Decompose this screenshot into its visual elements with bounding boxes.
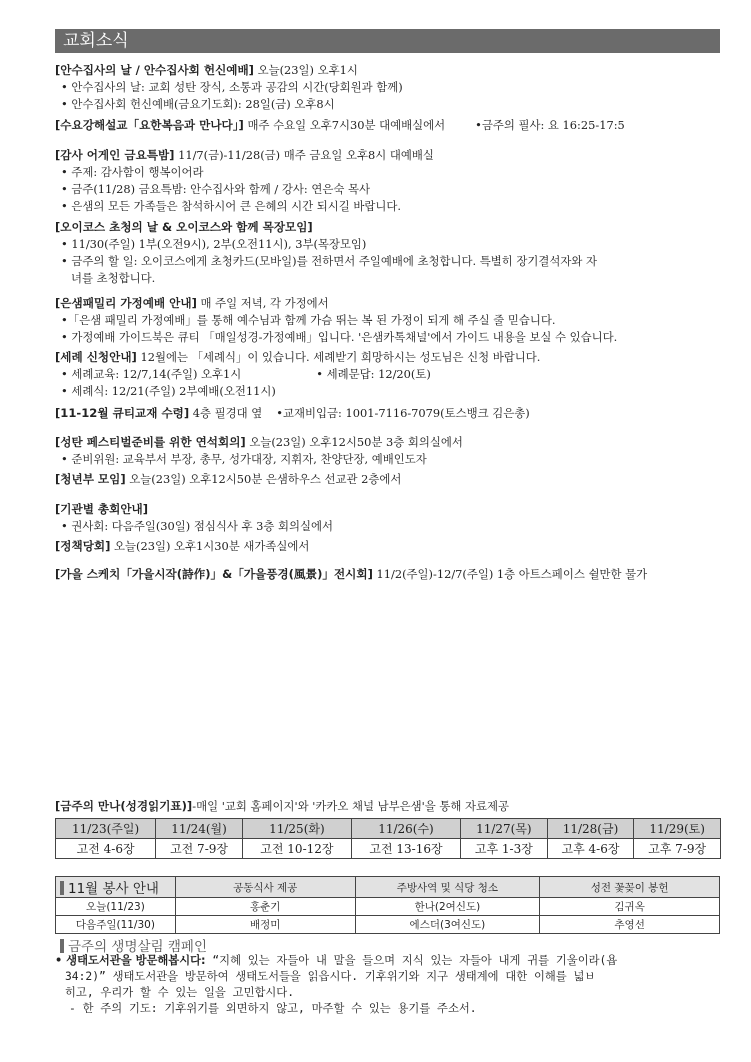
campaign-text: 히고, 우리가 할 수 있는 일을 고민합시다. (65, 986, 295, 999)
notice-extra: •교재비입금: 1001-7116-7079(토스뱅크 김은총) (276, 406, 530, 420)
table-row (56, 898, 720, 916)
notice-deacon-day (55, 62, 725, 113)
bible-reading-table (55, 818, 721, 859)
notice-when: 매주 수요일 오후7시30분 대예배실에서 (243, 118, 446, 132)
notice-title: [청년부 모임] (55, 472, 126, 486)
notice-title: [감사 어게인 금요특밤] (55, 148, 175, 162)
notice-bullet: • 세례식: 12/21(주일) 2부예배(오전11시) (61, 384, 276, 398)
campaign-lead: • 생태도서관을 방문해봅시다: (55, 954, 206, 967)
table-cell: 11/23(주일) (56, 819, 156, 839)
notice-bullet: • 11/30(주일) 1부(오전9시), 2부(오전11시), 3부(목장모임) (61, 237, 367, 251)
table-header: 공동식사 제공 (175, 877, 355, 898)
table-cell: 배정미 (175, 916, 355, 934)
notice-title: [세례 신청안내] (55, 350, 137, 364)
table-cell: 고후 4-6장 (547, 839, 634, 859)
table-cell: 고전 4-6장 (56, 839, 156, 859)
table-cell: 다음주일(11/30) (56, 916, 176, 934)
table-cell: 추영선 (540, 916, 720, 934)
campaign-prayer: - 한 주의 기도: 기후위기를 외면하지 않고, 마주할 수 있는 용기를 주소서. (69, 1002, 477, 1015)
notice-youth-meeting (55, 471, 725, 488)
notice-title: [11-12월 큐티교재 수령] (55, 406, 190, 420)
notice-when: 11/2(주일)-12/7(주일) 1층 아트스페이스 쉴만한 물가 (372, 567, 648, 581)
bible-reading-title: [금주의 만나(성경읽기표)] (55, 799, 193, 813)
notice-title: [오이코스 초청의 날 & 오이코스와 함께 목장모임] (55, 220, 313, 234)
notice-when: 12월에는 「세례식」이 있습니다. 세례받기 희망하시는 성도님은 신청 바랍니다. (136, 350, 541, 364)
notice-when: 오늘(23일) 오후12시50분 은샘하우스 선교관 2층에서 (125, 472, 402, 486)
notice-title: [수요강해설교「요한복음과 만나다」] (55, 118, 244, 132)
table-cell: 오늘(11/23) (56, 898, 176, 916)
notice-bullet: •「은샘 패밀리 가정예배」를 통해 예수님과 함께 가슴 뛰는 복 된 가정이 되게 해 주실 줄 믿습니다. (61, 313, 556, 327)
campaign-text: “지혜 있는 자들아 내 말을 들으며 지식 있는 자들아 내게 귀를 기울이라(욥 (205, 954, 618, 967)
service-caption (56, 877, 176, 898)
table-cell: 에스더(3여신도) (355, 916, 540, 934)
table-row (56, 877, 720, 898)
table-cell: 고후 7-9장 (634, 839, 721, 859)
notice-wednesday-sermon (55, 117, 725, 134)
table-cell: 11/27(목) (461, 819, 548, 839)
bible-reading-desc: -매일 '교회 홈페이지'와 '카카오 채널 남부은샘'을 통해 자료제공 (192, 799, 510, 813)
section-header: 교회소식 (55, 29, 720, 53)
notice-qt-books (55, 405, 725, 422)
table-cell: 김귀옥 (540, 898, 720, 916)
notice-family-worship (55, 295, 725, 346)
notice-title: [정책당회] (55, 539, 111, 553)
notice-title: [안수집사의 날 / 안수집사회 헌신예배] (55, 63, 254, 77)
notice-bullet: • 안수집사회 헌신예배(금요기도회): 28일(금) 오후8시 (61, 97, 335, 111)
bible-reading-heading (55, 798, 725, 815)
campaign-text: 34:2)” 생태도서관을 방문하여 생태도서들을 읽읍시다. 기후위기와 지구 생태계에 대한 이해를 넓ㅂ (65, 970, 596, 983)
service-schedule-table (55, 876, 720, 934)
notice-bullet: • 권사회: 다음주일(30일) 점심식사 후 3층 회의실에서 (61, 519, 333, 533)
notice-autumn-exhibit (55, 566, 725, 583)
service-caption-text: 11월 봉사 안내 (68, 881, 159, 897)
campaign-heading (60, 935, 720, 955)
notice-title: [기관별 총회안내] (55, 502, 149, 516)
table-cell: 고전 10-12장 (242, 839, 351, 859)
notice-bullet: • 세례교육: 12/7,14(주일) 오후1시 (61, 367, 242, 381)
section-bar-icon (60, 939, 64, 953)
notice-bullet: • 가정예배 가이드북은 큐티 「매일성경-가정예배」입니다. '은샘카톡채널'에서 가이드 내용을 보실 수 있습니다. (61, 330, 618, 344)
notice-when: 4층 필경대 옆 (189, 406, 263, 420)
notice-when: 매 주일 저녁, 각 가정에서 (196, 296, 329, 310)
notice-title: [성탄 페스티벌준비를 위한 연석회의] (55, 435, 246, 449)
notice-bullet: • 금주의 할 일: 오이코스에게 초청카드(모바일)를 전하면서 주일예배에 초청합니다. 특별히 장기결석자와 자 (61, 254, 598, 268)
section-bar-icon (60, 881, 64, 895)
notice-baptism (55, 349, 725, 400)
notice-when: 오늘(23일) 오후1시30분 새가족실에서 (110, 539, 310, 553)
campaign-body (55, 953, 723, 1017)
notice-when: 11/7(금)-11/28(금) 매주 금요일 오후8시 대예배실 (174, 148, 434, 162)
notice-bullet: • 은샘의 모든 가족들은 참석하시어 큰 은혜의 시간 되시길 바랍니다. (61, 199, 402, 213)
table-cell: 11/26(수) (351, 819, 460, 839)
table-cell: 고전 7-9장 (156, 839, 243, 859)
table-row (56, 839, 721, 859)
table-cell: 11/29(토) (634, 819, 721, 839)
notice-bullet: • 안수집사의 날: 교회 성탄 장식, 소통과 공감의 시간(당회원과 함께) (61, 80, 403, 94)
table-cell: 11/28(금) (547, 819, 634, 839)
table-cell: 11/24(월) (156, 819, 243, 839)
notice-bullet: • 주제: 감사함이 행복이어라 (61, 165, 204, 179)
table-cell: 고전 13-16장 (351, 839, 460, 859)
table-cell: 11/25(화) (242, 819, 351, 839)
campaign-title: 금주의 생명살림 캠페인 (68, 939, 207, 955)
notice-title: [가을 스케치「가을시작(詩作)」&「가을풍경(風景)」전시회] (55, 567, 373, 581)
table-row (56, 916, 720, 934)
notice-bullet: • 준비위원: 교육부서 부장, 총무, 성가대장, 지휘자, 찬양단장, 예배인도자 (61, 452, 427, 466)
notice-bullet: • 세례문답: 12/20(토) (316, 367, 431, 381)
notice-friday-night (55, 147, 725, 215)
notice-extra: •금주의 필사: 요 16:25-17:5 (475, 118, 625, 132)
table-header: 주방사역 및 식당 청소 (355, 877, 540, 898)
table-header: 성전 꽃꽂이 봉헌 (540, 877, 720, 898)
table-row (56, 819, 721, 839)
notice-christmas-meeting (55, 434, 725, 468)
notice-title: [은샘패밀리 가정예배 안내] (55, 296, 197, 310)
notice-general-assembly (55, 501, 725, 535)
notice-oikos (55, 219, 725, 287)
table-cell: 고후 1-3장 (461, 839, 548, 859)
notice-when: 오늘(23일) 오후1시 (253, 63, 358, 77)
notice-when: 오늘(23일) 오후12시50분 3층 회의실에서 (245, 435, 463, 449)
table-cell: 한나(2여신도) (355, 898, 540, 916)
notice-policy-session (55, 538, 725, 555)
notice-bullet-cont: 녀를 초청합니다. (71, 271, 156, 285)
notice-bullet: • 금주(11/28) 금요특밤: 안수집사와 함께 / 강사: 연은숙 목사 (61, 182, 370, 196)
table-cell: 홍춘기 (175, 898, 355, 916)
